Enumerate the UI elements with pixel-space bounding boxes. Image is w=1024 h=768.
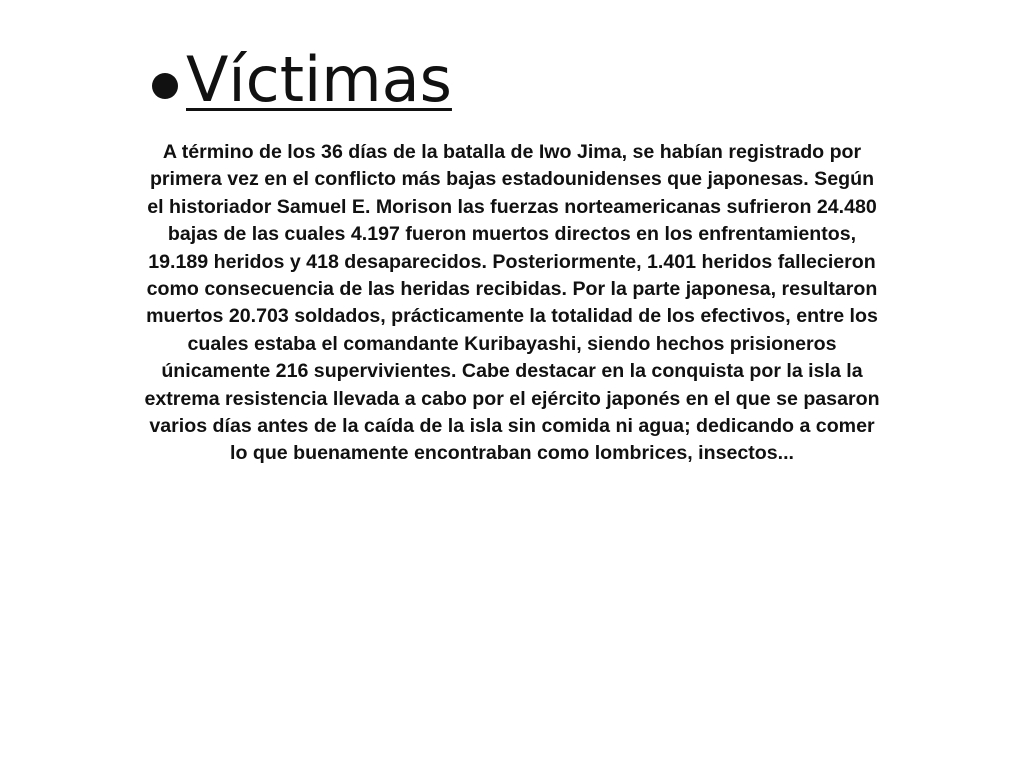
body-paragraph (72, 139, 952, 468)
body-line: extrema resistencia llevada a cabo por el ejército japonés en el que se pasaron (144, 387, 880, 410)
title-row (152, 40, 452, 120)
body-line: cuales estaba el comandante Kuribayashi, siendo hechos prisioneros (187, 332, 837, 355)
body-line: lo que buenamente encontraban como lombrices, insectos... (230, 442, 794, 465)
body-line: muertos 20.703 soldados, prácticamente la totalidad de los efectivos, entre los (146, 305, 878, 328)
body-line: varios días antes de la caída de la isla sin comida ni agua; dedicando a comer (149, 415, 875, 438)
body-line: únicamente 216 supervivientes. Cabe destacar en la conquista por la isla la (161, 360, 863, 383)
body-line: 19.189 heridos y 418 desaparecidos. Posteriormente, 1.401 heridos fallecieron (148, 250, 876, 273)
body-line: bajas de las cuales 4.197 fueron muertos directos en los enfrentamientos, (167, 223, 857, 246)
body-line: como consecuencia de las heridas recibidas. Por la parte japonesa, resultaron (146, 278, 878, 301)
bullet-dot-icon (152, 73, 178, 99)
body-line: primera vez en el conflicto más bajas estadounidenses que japonesas. Según (149, 168, 875, 191)
slide-title: Víctimas (186, 43, 452, 116)
body-line: A término de los 36 días de la batalla de Iwo Jima, se habían registrado por (162, 141, 862, 163)
body-line: el historiador Samuel E. Morison las fuerzas norteamericanas sufrieron 24.480 (147, 195, 877, 218)
